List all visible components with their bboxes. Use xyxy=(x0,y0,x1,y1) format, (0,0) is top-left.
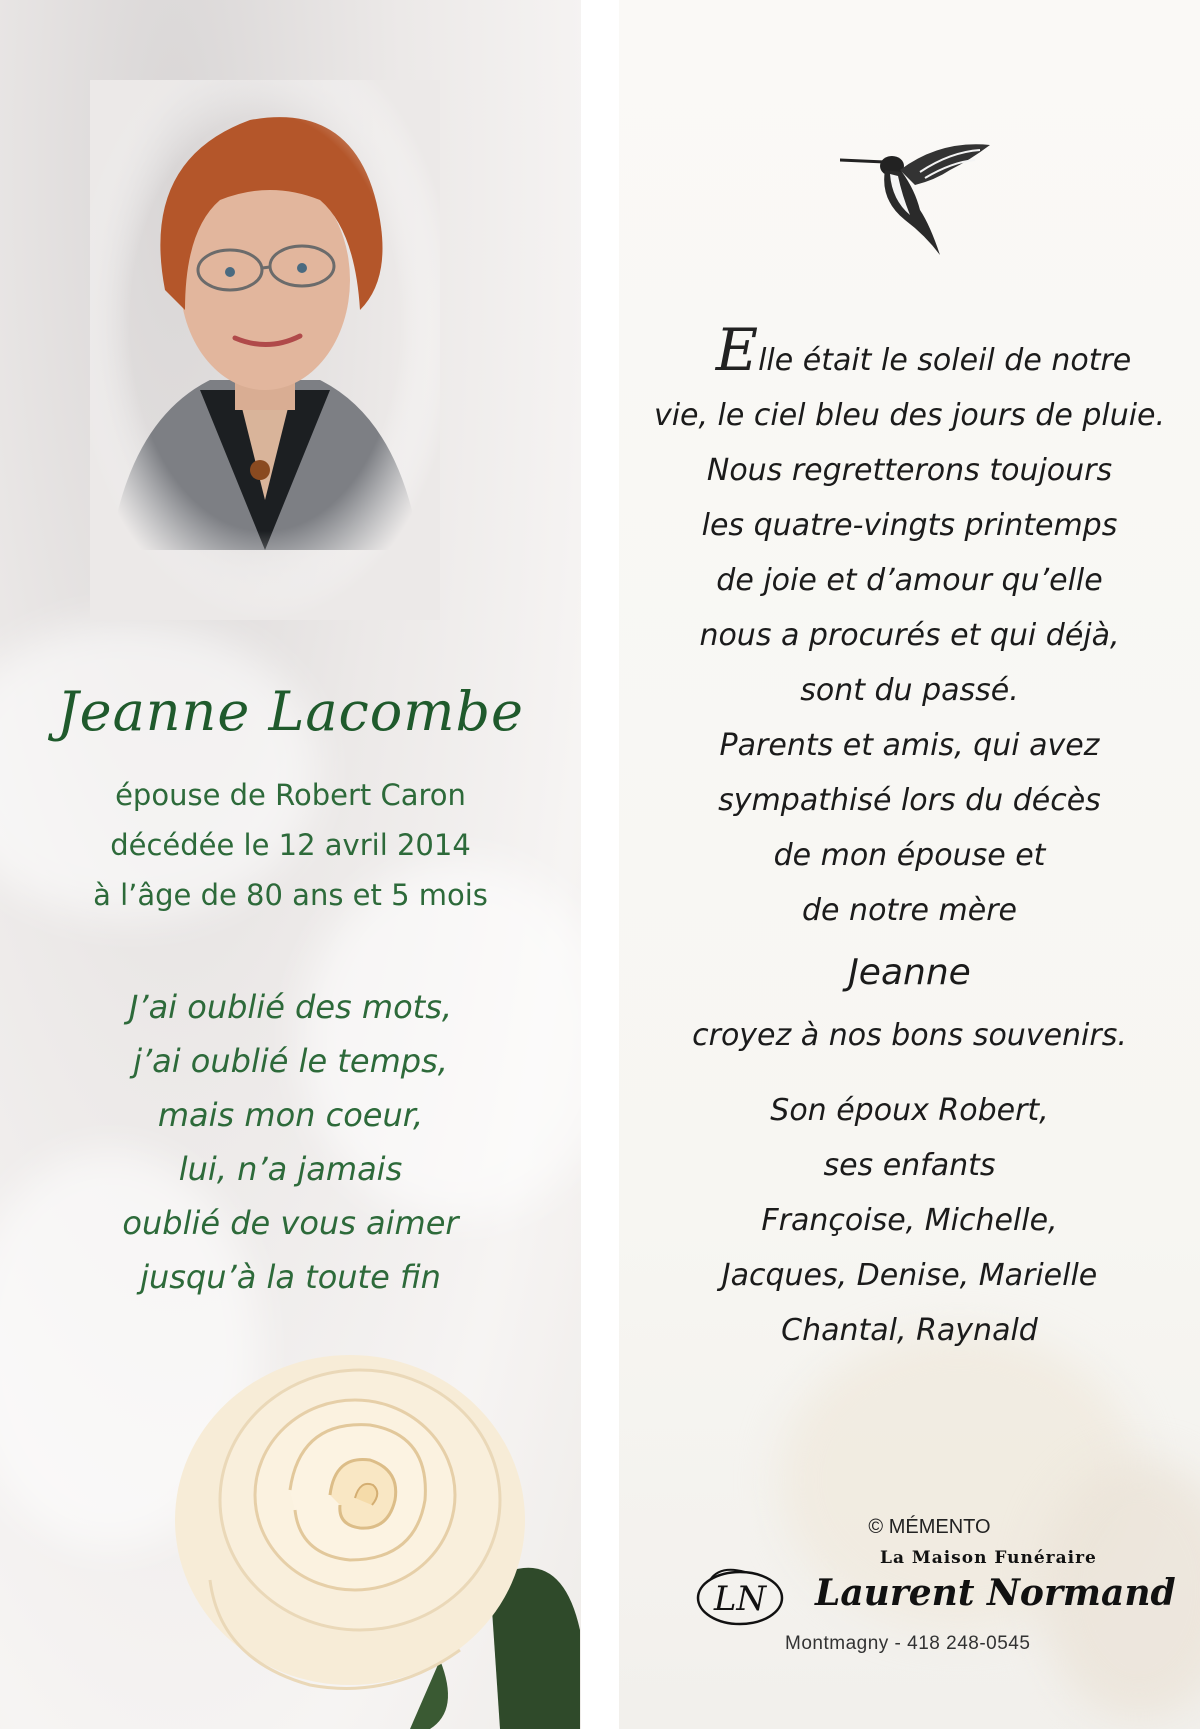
tribute-text xyxy=(619,316,1200,1358)
funeral-home-logo xyxy=(690,1560,786,1630)
bio-line: décédée le 12 avril 2014 xyxy=(110,828,471,862)
deceased-name: Jeanne Lacombe xyxy=(56,680,524,743)
family-line: Françoise, Michelle, xyxy=(761,1203,1058,1238)
contact-info: Montmagny - 418 248-0545 xyxy=(785,1633,1031,1654)
family-line: Chantal, Raynald xyxy=(781,1313,1038,1348)
poem-line: oublié de vous aimer xyxy=(122,1204,459,1242)
tribute-line: vie, le ciel bleu des jours de pluie. xyxy=(653,398,1166,433)
bio-block xyxy=(0,770,581,920)
bio-line: à l’âge de 80 ans et 5 mois xyxy=(93,878,488,912)
tribute-line: lle était le soleil de notre xyxy=(758,343,1132,378)
drop-cap: E xyxy=(715,316,759,384)
deceased-first-name: Jeanne xyxy=(848,952,971,993)
rose-icon xyxy=(160,1330,580,1729)
poem-line: j’ai oublié le temps, xyxy=(133,1042,448,1080)
tribute-line: Parents et amis, qui avez xyxy=(719,728,1100,763)
copyright-text: © MÉMENTO xyxy=(868,1516,991,1538)
poem-line: lui, n’a jamais xyxy=(178,1150,403,1188)
family-line: Jacques, Denise, Marielle xyxy=(721,1258,1098,1293)
tribute-line: nous a procurés et qui déjà, xyxy=(699,618,1120,653)
bio-line: épouse de Robert Caron xyxy=(115,778,466,812)
closing-line: croyez à nos bons souvenirs. xyxy=(692,1018,1127,1053)
left-card xyxy=(0,0,581,1729)
tribute-line: de notre mère xyxy=(802,893,1017,928)
poem-line: mais mon coeur, xyxy=(157,1096,424,1134)
logo-monogram: LN xyxy=(713,1579,767,1619)
portrait-photo xyxy=(90,80,440,620)
tribute-line: sympathisé lors du décès xyxy=(718,783,1101,818)
family-line: Son époux Robert, xyxy=(770,1093,1049,1128)
poem-line: jusqu’à la toute fin xyxy=(140,1258,441,1296)
tribute-line: les quatre-vingts printemps xyxy=(701,508,1118,543)
family-line: ses enfants xyxy=(823,1148,996,1183)
funeral-house-label: La Maison Funéraire xyxy=(880,1548,1097,1568)
hummingbird-icon xyxy=(840,140,995,260)
tribute-line: Nous regretterons toujours xyxy=(706,453,1113,488)
memorial-poem xyxy=(0,980,581,1304)
tribute-first-line xyxy=(633,316,1200,388)
poem-line: J’ai oublié des mots, xyxy=(128,988,453,1026)
tribute-line: sont du passé. xyxy=(800,673,1019,708)
tribute-line: de joie et d’amour qu’elle xyxy=(716,563,1103,598)
spacer xyxy=(619,1063,1200,1083)
funeral-home-name: Laurent Normand xyxy=(815,1572,1176,1614)
tribute-line: de mon épouse et xyxy=(773,838,1046,873)
